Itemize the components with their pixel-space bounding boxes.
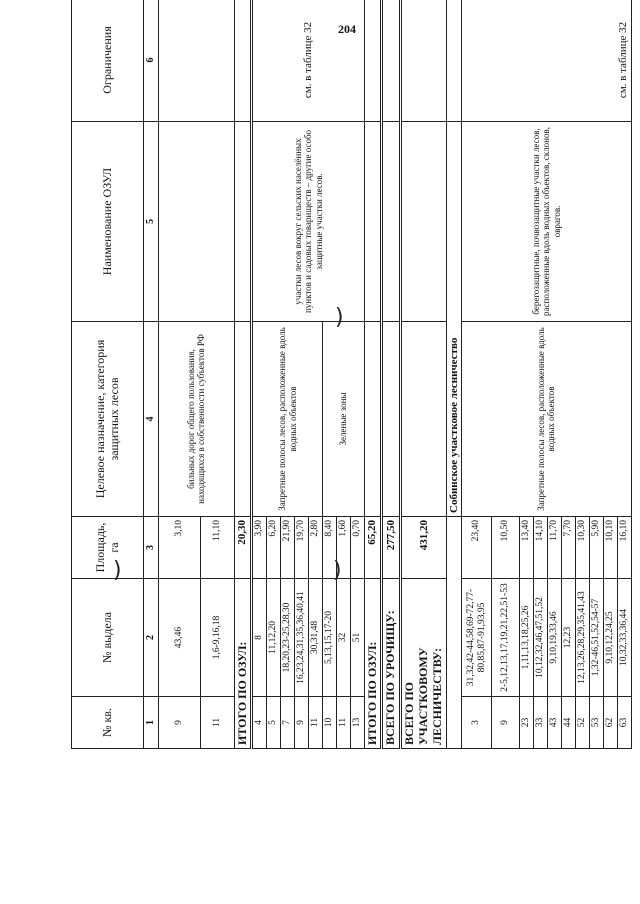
kv-cell: 63	[617, 697, 631, 749]
section-title: Собинское участковое лесничество	[446, 122, 462, 517]
kv-cell: 52	[575, 697, 589, 749]
kv-cell: 53	[589, 697, 603, 749]
kv-cell: 5	[267, 697, 281, 749]
total-value: 20,30	[234, 517, 252, 579]
area-cell: 7,70	[562, 517, 576, 579]
rotated-table-container	[71, 0, 630, 749]
area-cell: 1,60	[336, 517, 350, 579]
total-row	[401, 0, 446, 749]
purpose-cell: Запретные полосы лесов, расположенные вдоль водных объектов	[252, 322, 323, 517]
area-cell: 14,10	[534, 517, 548, 579]
area-cell: 2,80	[308, 517, 322, 579]
binding-mark-icon: )	[113, 558, 122, 583]
area-cell: 10,30	[575, 517, 589, 579]
area-cell: 5,90	[589, 517, 603, 579]
total-label: ИТОГО ПО ОЗУЛ:	[234, 579, 252, 749]
ozul-cell: участки лесов вокруг сельских населённых пунктов и садовых товариществ – другие особо защитные участки лесов.	[252, 122, 364, 322]
limits-cell	[158, 0, 234, 122]
purpose-cell: бильных дорог общего пользования, находящихся в собственности субъектов РФ	[158, 322, 234, 517]
vydel-cell: 8	[252, 579, 267, 697]
kv-cell: 11	[336, 697, 350, 749]
table-row	[158, 0, 200, 749]
area-cell: 19,70	[295, 517, 309, 579]
header-area: Площадь, га	[72, 517, 144, 579]
kv-cell: 9	[492, 697, 520, 749]
kv-cell: 13	[350, 697, 364, 749]
vydel-cell: 9,10,19,33,46	[548, 579, 562, 697]
col-number: 2	[144, 579, 159, 697]
kv-cell: 62	[603, 697, 617, 749]
area-cell: 10,50	[492, 517, 520, 579]
kv-cell: 11	[200, 697, 234, 749]
header-purpose: Целевое назначение, категория защитных лесов	[72, 322, 144, 517]
header-limits: Ограничения	[72, 0, 144, 122]
area-cell: 21,90	[281, 517, 295, 579]
vydel-cell: 51	[350, 579, 364, 697]
area-cell: 3,10	[158, 517, 200, 579]
kv-cell: 23	[520, 697, 534, 749]
binding-mark-icon: )	[335, 305, 344, 330]
vydel-cell: 10,32,33,36,44	[617, 579, 631, 697]
kv-cell: 9	[158, 697, 200, 749]
total-label: ВСЕГО ПО УЧАСТКОВОМУ ЛЕСНИЧЕСТВУ:	[401, 579, 446, 749]
area-cell: 8,40	[322, 517, 336, 579]
total-value: 277,50	[382, 517, 401, 579]
area-cell: 3,90	[252, 517, 267, 579]
purpose-cell: Зеленые зоны	[322, 322, 364, 517]
table-row	[252, 0, 267, 749]
vydel-cell: 9,10,12,24,25	[603, 579, 617, 697]
area-cell: 6,20	[267, 517, 281, 579]
section-row	[446, 0, 462, 749]
vydel-cell: 12,23	[562, 579, 576, 697]
ozul-table	[71, 0, 632, 749]
header-vydel: № выдела	[72, 579, 144, 697]
kv-cell: 11	[308, 697, 322, 749]
vydel-cell: 5,13,15,17-20	[322, 579, 336, 697]
vydel-cell: 10,12,32,46,47,51,52	[534, 579, 548, 697]
vydel-cell: 12,13,26,28,29,35,41,43	[575, 579, 589, 697]
area-cell: 16,10	[617, 517, 631, 579]
area-cell: 0,70	[350, 517, 364, 579]
header-row	[72, 0, 144, 749]
vydel-cell: 43,46	[158, 579, 200, 697]
kv-cell: 10	[322, 697, 336, 749]
ozul-cell: берегозащитные, почвозащитные участки лесов, расположенные вдоль водных объектов, склонов, оврагов.	[462, 122, 631, 322]
kv-cell: 7	[281, 697, 295, 749]
header-kv: № кв.	[72, 697, 144, 749]
vydel-cell: 32	[336, 579, 350, 697]
area-cell: 13,40	[520, 517, 534, 579]
vydel-cell: 16,23,24,31,35,36,40,41	[295, 579, 309, 697]
header-ozul: Наименование ОЗУЛ	[72, 122, 144, 322]
vydel-cell: 30,31,48	[308, 579, 322, 697]
col-number: 4	[144, 322, 159, 517]
page-number: 204	[338, 22, 356, 36]
column-number-row	[144, 0, 159, 749]
col-number: 3	[144, 517, 159, 579]
binding-mark-icon: )	[333, 558, 342, 583]
col-number: 5	[144, 122, 159, 322]
vydel-cell: 11,12,20	[267, 579, 281, 697]
kv-cell: 9	[295, 697, 309, 749]
total-label: ВСЕГО ПО УРОЧИЩУ:	[382, 579, 401, 749]
vydel-cell: 18,20,23-25,28,30	[281, 579, 295, 697]
purpose-cell: Запретные полосы лесов, расположенные вдоль водных объектов	[462, 322, 631, 517]
total-label: ИТОГО ПО ОЗУЛ:	[364, 579, 382, 749]
col-number: 1	[144, 697, 159, 749]
area-cell: 23,40	[462, 517, 492, 579]
vydel-cell: 31,32,42-44,58,69-72,77-80,85,87-91,93,95	[462, 579, 492, 697]
total-value: 65,20	[364, 517, 382, 579]
vydel-cell: 1,11,13,18,25,26	[520, 579, 534, 697]
vydel-cell: 2-5,12,13,17,19,21,22,51-53	[492, 579, 520, 697]
col-number: 6	[144, 0, 159, 122]
table-row	[462, 0, 492, 749]
total-value: 431,20	[401, 517, 446, 579]
area-cell: 11,70	[548, 517, 562, 579]
limits-cell: см. в таблице 32	[462, 0, 631, 122]
kv-cell: 43	[548, 697, 562, 749]
vydel-cell: 1,6-9,16,18	[200, 579, 234, 697]
limits-cell: см. в таблице 32	[252, 0, 364, 122]
kv-cell: 4	[252, 697, 267, 749]
kv-cell: 33	[534, 697, 548, 749]
area-cell: 11,10	[200, 517, 234, 579]
total-row	[382, 0, 401, 749]
ozul-cell	[158, 122, 234, 322]
kv-cell: 3	[462, 697, 492, 749]
vydel-cell: 1,32-46,51,52,54-57	[589, 579, 603, 697]
total-row	[234, 0, 252, 749]
kv-cell: 44	[562, 697, 576, 749]
area-cell: 10,10	[603, 517, 617, 579]
total-row	[364, 0, 382, 749]
